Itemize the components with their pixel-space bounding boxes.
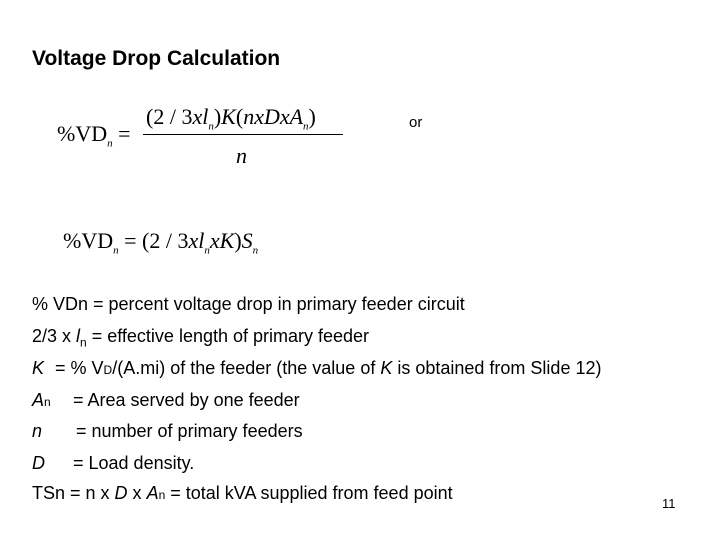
eq1-num-d: ): [308, 104, 316, 129]
def2-rest: = effective length of primary feeder: [86, 326, 370, 346]
def2-var: l: [76, 326, 81, 346]
def7-rest: = total kVA supplied from feed point: [165, 483, 453, 503]
eq1-num-sub1: n: [208, 120, 214, 133]
def7-A: A: [146, 483, 159, 503]
definition-an: [32, 390, 51, 411]
equation-1-lhs: [57, 121, 131, 149]
def7-x: x: [127, 483, 147, 503]
definition-an-text: = Area served by one feeder: [73, 390, 300, 410]
equation-2: [63, 228, 258, 256]
def3-sub: D: [103, 363, 113, 377]
def7-D: D: [114, 483, 128, 503]
page-number: 11: [662, 496, 676, 511]
eq2-b: ): [234, 228, 242, 253]
eq1-lhs-main: %VD: [57, 121, 108, 146]
eq1-num-sub2: n: [303, 120, 309, 133]
eq1-num-nxDxA: nxDxA: [243, 104, 304, 129]
def6-var: D: [32, 453, 45, 473]
eq1-num-K: K: [221, 104, 236, 129]
definition-d: [32, 453, 45, 474]
def3-rest: /(A.mi) of the feeder (the value of: [112, 358, 381, 378]
def3-var2: K: [380, 358, 393, 378]
definition-n: [32, 421, 42, 442]
def2-sub: n: [80, 335, 87, 350]
definition-length: [32, 326, 369, 350]
eq2-xl: xl: [188, 228, 205, 253]
eq2-equals: =: [124, 228, 137, 253]
eq1-num-c: (: [235, 104, 244, 129]
definition-tsn: [32, 483, 453, 504]
eq2-sub1: n: [204, 244, 210, 257]
def2-prefix: 2/3 x: [32, 326, 77, 346]
eq2-xK: xK: [209, 228, 235, 253]
eq1-num-a: (2 / 3: [146, 104, 193, 129]
fraction-bar: [143, 134, 343, 135]
def7-sub: n: [158, 488, 166, 502]
eq1-num-xl: xl: [192, 104, 209, 129]
eq2-a: (2 / 3: [142, 228, 189, 253]
eq1-equals: =: [118, 121, 131, 146]
equation-1-denominator: n: [236, 143, 247, 168]
definition-n-text: = number of primary feeders: [76, 421, 303, 441]
eq2-sub2: n: [252, 244, 259, 257]
def3-mid: = % V: [55, 358, 104, 378]
equation-1-numerator: [146, 104, 316, 132]
def4-sub: n: [44, 395, 51, 409]
definition-k: [32, 358, 44, 379]
definition-d-text: = Load density.: [73, 453, 195, 473]
eq1-lhs-sub: n: [107, 137, 113, 150]
eq1-num-b: ): [213, 104, 222, 129]
def3-end: is obtained from Slide 12): [392, 358, 602, 378]
or-label: or: [409, 114, 423, 131]
def7-prefix: TSn = n x: [32, 483, 115, 503]
definition-k-text: [55, 358, 601, 379]
definition-vdn: % VDn = percent voltage drop in primary feeder circuit: [32, 294, 465, 314]
eq2-S: S: [241, 228, 253, 253]
eq2-lhs-main: %VD: [63, 228, 114, 253]
def5-var: n: [32, 421, 43, 441]
slide-title: Voltage Drop Calculation: [32, 47, 281, 70]
def3-var: K: [32, 358, 45, 378]
def4-var: A: [32, 390, 45, 410]
eq2-lhs-sub: n: [113, 244, 119, 257]
